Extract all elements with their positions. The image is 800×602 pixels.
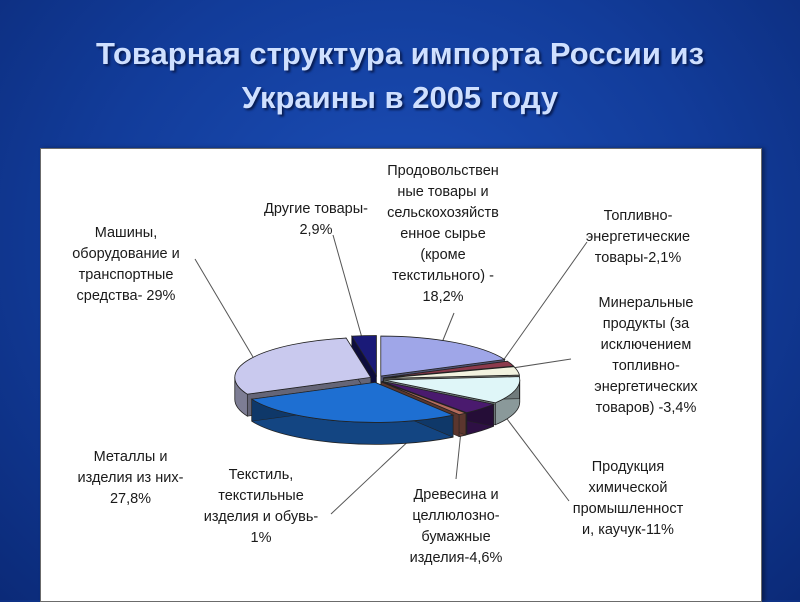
label-fuel: Топливно- энергетические товары-2,1%	[585, 208, 691, 266]
leader-line-mineral	[506, 359, 571, 369]
label-metal: Металлы и изделия из них- 27,8%	[77, 449, 184, 507]
label-wood: Древесина и целлюлозно- бумажные изделия-4,6%	[409, 487, 503, 566]
pie-slices	[235, 336, 520, 445]
leader-line-machines	[195, 259, 253, 357]
leader-line-wood	[456, 431, 461, 479]
slide-title-line1: Товарная структура импорта России из	[95, 36, 704, 71]
label-food: Продовольствен ные товары и сельскохозяйств енное сырье (кроме текстильного) - 18,2%	[387, 163, 499, 305]
slide-title-line2: Украины в 2005 году	[241, 80, 559, 115]
slide-title	[0, 32, 800, 120]
label-other: Другие товары- 2,9%	[264, 201, 368, 238]
chart-panel	[40, 148, 762, 602]
label-chem: Продукция химической промышленност и, каучук-11%	[572, 459, 684, 538]
label-textile: Текстиль, текстильные изделия и обувь- 1%	[203, 467, 319, 546]
leader-line-other	[333, 235, 364, 345]
label-mineral: Минеральные продукты (за исключением топливно- энергетических товаров) -3,4%	[594, 295, 698, 416]
label-machines: Машины, оборудование и транспортные средства- 29%	[72, 225, 180, 304]
